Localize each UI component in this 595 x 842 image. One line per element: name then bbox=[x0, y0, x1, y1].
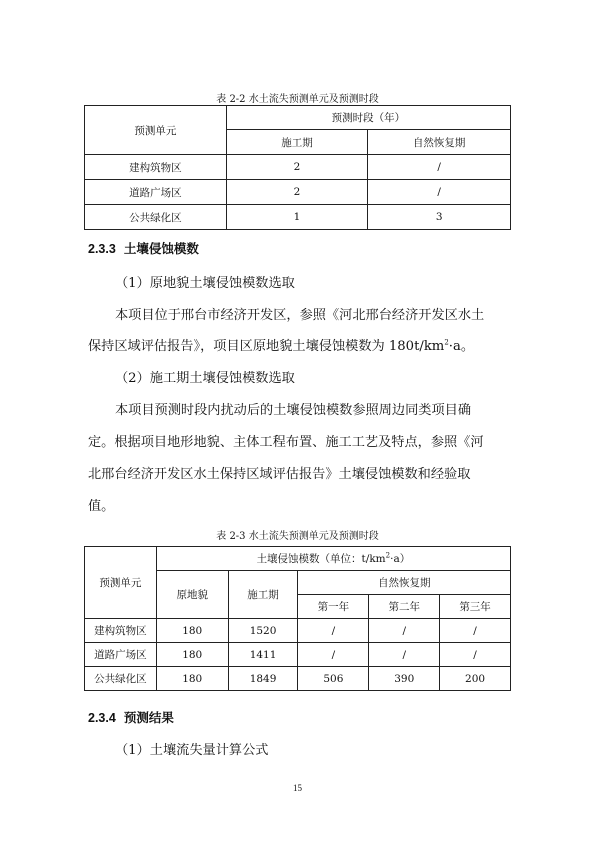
table-2-2-caption: 表 2-2 水土流失预测单元及预测时段 bbox=[216, 94, 379, 105]
cell-unit: 道路广场区 bbox=[85, 180, 227, 205]
header-prediction-period: 预测时段（年） bbox=[226, 106, 510, 130]
superscript: 2 bbox=[385, 551, 391, 560]
table-row bbox=[85, 619, 511, 643]
page-number: 15 bbox=[293, 783, 302, 793]
paragraph-line: 定。根据项目地形地貌、主体工程布置、施工工艺及特点，参照《河 bbox=[88, 435, 484, 450]
cell-year-1: / bbox=[298, 619, 369, 643]
cell-construction: 1411 bbox=[228, 643, 298, 667]
header-natural-recovery: 自然恢复期 bbox=[298, 571, 511, 595]
cell-construction: 1849 bbox=[228, 667, 298, 691]
paragraph-line: 本项目预测时段内扰动后的土壤侵蚀模数参照周边同类项目确 bbox=[115, 403, 472, 418]
table-row bbox=[85, 643, 511, 667]
list-item-1: （1）土壤流失量计算公式 bbox=[115, 743, 269, 758]
header-construction-period: 施工期 bbox=[228, 571, 298, 619]
cell-recovery: / bbox=[368, 155, 511, 180]
section-number: 2.3.3 bbox=[88, 242, 116, 256]
cell-year-2: 390 bbox=[369, 667, 440, 691]
cell-construction: 1520 bbox=[228, 619, 298, 643]
section-title: 预测结果 bbox=[123, 710, 174, 725]
table-row bbox=[85, 180, 511, 205]
paragraph-line: 值。 bbox=[88, 499, 115, 514]
section-title: 土壤侵蚀模数 bbox=[123, 241, 199, 256]
paragraph-line: 北邢台经济开发区水土保持区域评估报告》土壤侵蚀模数和经验取 bbox=[88, 467, 471, 482]
cell-year-1: 506 bbox=[298, 667, 369, 691]
list-item-1: （1）原地貌土壤侵蚀模数选取 bbox=[115, 276, 295, 291]
table-row bbox=[85, 205, 511, 230]
section-heading-2-3-4 bbox=[88, 708, 174, 726]
cell-unit: 建构筑物区 bbox=[85, 155, 227, 180]
cell-unit: 道路广场区 bbox=[85, 643, 157, 667]
text-span: 土壤侵蚀模数（单位：t/km bbox=[256, 553, 386, 565]
table-2-3-caption: 表 2-3 水土流失预测单元及预测时段 bbox=[216, 531, 379, 542]
cell-year-3: / bbox=[440, 643, 511, 667]
table-row bbox=[85, 667, 511, 691]
table-row bbox=[85, 155, 511, 180]
header-year-2: 第二年 bbox=[369, 595, 440, 619]
cell-construction: 2 bbox=[226, 155, 368, 180]
cell-recovery: 3 bbox=[368, 205, 511, 230]
cell-unit: 公共绿化区 bbox=[85, 667, 157, 691]
section-heading-2-3-3 bbox=[88, 239, 199, 257]
cell-year-2: / bbox=[369, 643, 440, 667]
paragraph-line: 本项目位于邢台市经济开发区，参照《河北邢台经济开发区水土 bbox=[115, 308, 485, 323]
cell-construction: 2 bbox=[226, 180, 368, 205]
paragraph-line bbox=[88, 335, 508, 354]
header-year-1: 第一年 bbox=[298, 595, 369, 619]
table-2-2 bbox=[84, 105, 511, 230]
cell-unit: 公共绿化区 bbox=[85, 205, 227, 230]
cell-original: 180 bbox=[156, 619, 228, 643]
table-2-3 bbox=[84, 546, 511, 691]
cell-year-3: 200 bbox=[440, 667, 511, 691]
list-item-2: （2）施工期土壤侵蚀模数选取 bbox=[115, 371, 295, 386]
cell-unit: 建构筑物区 bbox=[85, 619, 157, 643]
header-original-landform: 原地貌 bbox=[156, 571, 228, 619]
header-prediction-unit: 预测单元 bbox=[85, 106, 227, 155]
text-span: 保持区域评估报告》，项目区原地貌土壤侵蚀模数为 180t/km bbox=[88, 339, 445, 354]
cell-year-3: / bbox=[440, 619, 511, 643]
cell-recovery: / bbox=[368, 180, 511, 205]
superscript: 2 bbox=[444, 338, 449, 347]
header-construction-period: 施工期 bbox=[226, 130, 368, 155]
cell-original: 180 bbox=[156, 643, 228, 667]
header-year-3: 第三年 bbox=[440, 595, 511, 619]
header-erosion-modulus bbox=[156, 547, 510, 571]
header-natural-recovery: 自然恢复期 bbox=[368, 130, 511, 155]
header-prediction-unit: 预测单元 bbox=[85, 547, 157, 619]
cell-year-1: / bbox=[298, 643, 369, 667]
cell-original: 180 bbox=[156, 667, 228, 691]
text-span: ·a） bbox=[390, 553, 411, 565]
cell-construction: 1 bbox=[226, 205, 368, 230]
section-number: 2.3.4 bbox=[88, 711, 116, 725]
cell-year-2: / bbox=[369, 619, 440, 643]
text-span: ·a。 bbox=[448, 339, 475, 354]
